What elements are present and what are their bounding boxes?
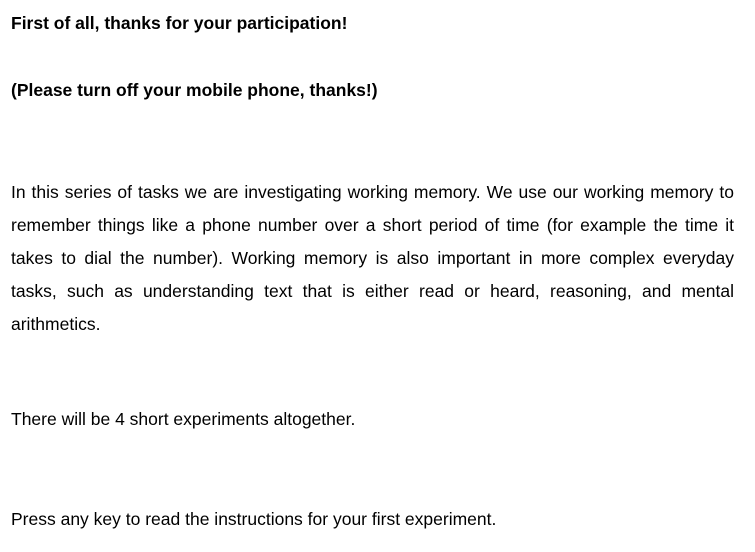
phone-off-notice: (Please turn off your mobile phone, thanks!): [11, 80, 378, 100]
working-memory-description: In this series of tasks we are investigating working memory. We use our working memory to remember things like a phone number over a short period of time (for example the time it takes to dial the number). Working memory is also important in more complex everyday tasks, such as understanding text that is either read or heard, reasoning, and mental arithmetics.: [11, 182, 734, 334]
press-any-key-prompt: Press any key to read the instructions for your first experiment.: [11, 509, 497, 529]
welcome-heading: First of all, thanks for your participation!: [11, 13, 348, 33]
experiment-count-text: There will be 4 short experiments altogether.: [11, 409, 356, 429]
